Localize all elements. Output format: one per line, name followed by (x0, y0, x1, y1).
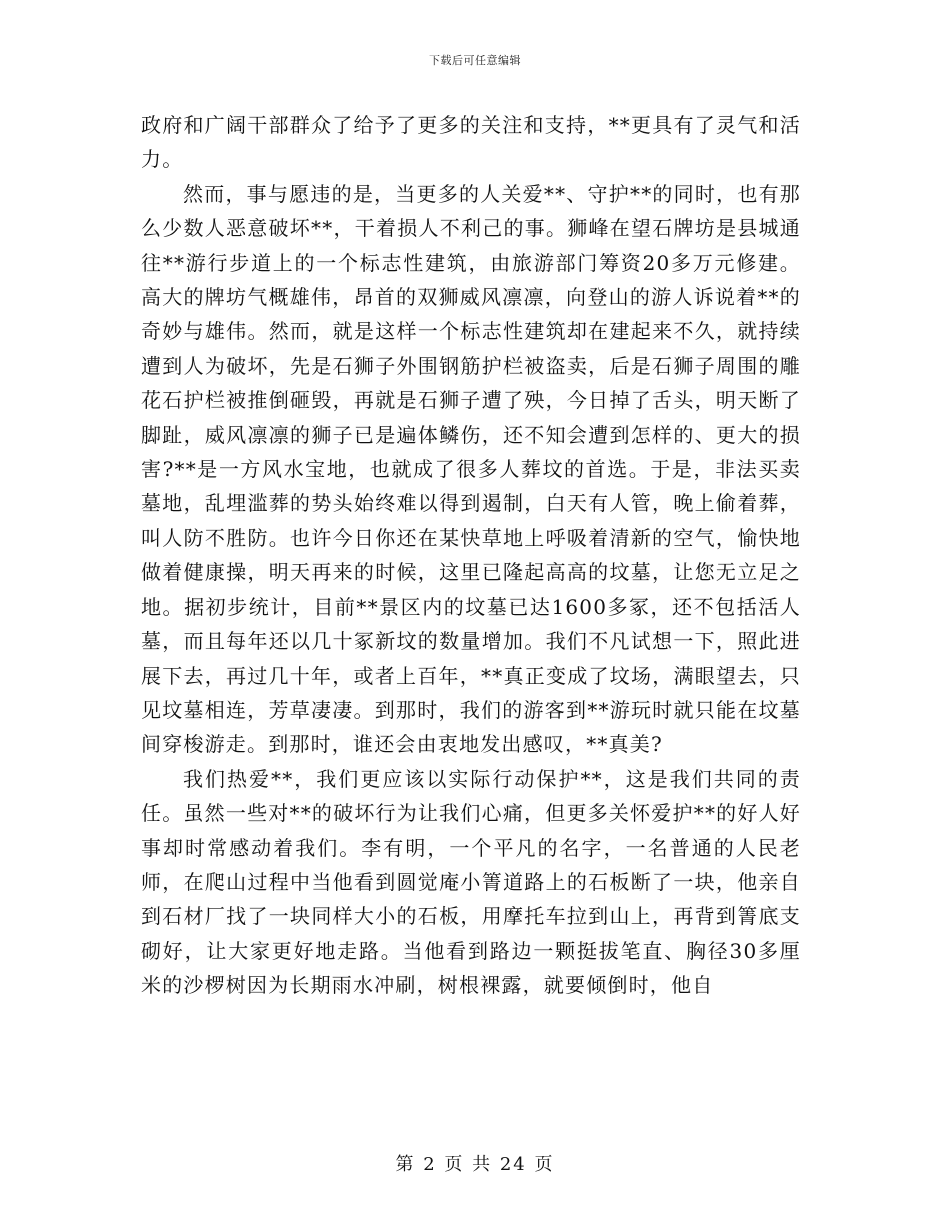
paragraph-continuation: 政府和广阔干部群众了给予了更多的关注和支持，**更具有了灵气和活力。 (141, 113, 801, 172)
paragraph-damage: 然而，事与愿违的是，当更多的人关爱**、守护**的同时，也有那么少数人恶意破坏**，干着损人不利己的事。狮峰在望石牌坊是县城通往**游行步道上的一个标志性建筑，由旅游部门筹资20多万元修建。高大的牌坊气概雄伟，昂首的双狮威风凛凛，向登山的游人诉说着**的奇妙与雄伟。然而，就是这样一个标志性建筑却在建起来不久，就持续遭到人为破坏，先是石狮子外围钢筋护栏被盗卖，后是石狮子周围的雕花石护栏被推倒砸毁，再就是石狮子遭了殃，今日掉了舌头，明天断了脚趾，威风凛凛的狮子已是遍体鳞伤，还不知会遭到怎样的、更大的损害?**是一方风水宝地，也就成了很多人葬坟的首选。于是，非法买卖墓地，乱埋滥葬的势头始终难以得到遏制，白天有人管，晚上偷着葬，叫人防不胜防。也许今日你还在某快草地上呼吸着清新的空气，愉快地做着健康操，明天再来的时候，这里已隆起高高的坟墓，让您无立足之地。据初步统计，目前**景区内的坟墓已达1600多冢，还不包括活人墓，而且每年还以几十冢新坟的数量增加。我们不凡试想一下，照此进展下去，再过几十年，或者上百年，**真正变成了坟场，满眼望去，只见坟墓相连，芳草凄凄。到那时，我们的游客到**游玩时就只能在坟墓间穿梭游走。到那时，谁还会由衷地发出感叹，**真美? (141, 181, 801, 757)
document-body (141, 108, 801, 1003)
page-number-footer: 第 2 页 共 24 页 (395, 1154, 555, 1175)
paragraph-protection: 我们热爱**，我们更应该以实际行动保护**，这是我们共同的责任。虽然一些对**的破坏行为让我们心痛，但更多关怀爱护**的好人好事却时常感动着我们。李有明，一个平凡的名字，一名普通的人民老师，在爬山过程中当他看到圆觉庵小箐道路上的石板断了一块，他亲自到石材厂找了一块同样大小的石板，用摩托车拉到山上，再背到箐底支砌好，让大家更好地走路。当他看到路边一颗挺拔笔直、胸径30多厘米的沙椤树因为长期雨水冲刷，树根裸露，就要倾倒时，他自 (141, 766, 801, 998)
page-header: 下载后可任意编辑 (429, 54, 521, 67)
